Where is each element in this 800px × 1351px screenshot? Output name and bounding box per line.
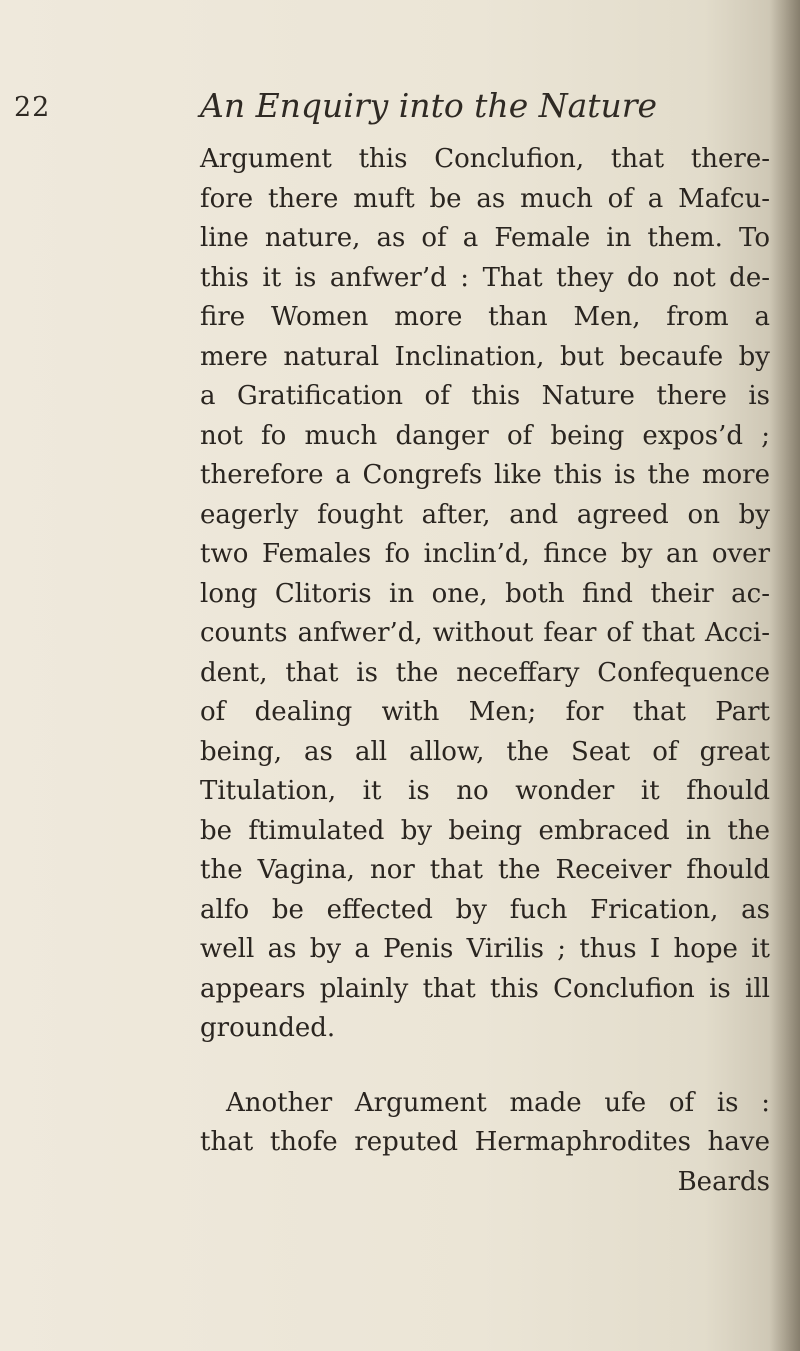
text-line: appears plainly that this Conclufion is ill — [200, 973, 770, 1004]
text-line: be ftimulated by being embraced in the — [200, 815, 770, 846]
text-line: line nature, as of a Female in them. To — [200, 223, 770, 253]
text-line: counts anfwer’d, without fear of that Acci- — [200, 618, 770, 648]
catchword: Beards — [677, 1166, 770, 1197]
text-line: well as by a Penis Virilis ; thus I hope it — [200, 934, 770, 964]
text-line: being, as all allow, the Seat of great — [200, 736, 770, 767]
running-head: An Enquiry into the Nature — [200, 86, 658, 125]
paragraph-1 — [200, 140, 770, 1049]
text-line: dent, that is the neceffary Confequence — [200, 657, 770, 688]
text-line: that thofe reputed Hermaphrodites have — [200, 1127, 770, 1157]
text-line: alfo be effected by fuch Frication, as — [200, 894, 770, 925]
text-line: grounded. — [200, 1013, 336, 1043]
body-text — [200, 140, 770, 1202]
text-line: two Females fo inclin’d, fince by an over — [200, 539, 770, 569]
text-line: Another Argument made ufe of is : — [226, 1087, 770, 1118]
text-line: not fo much danger of being expos’d ; — [200, 420, 770, 451]
binding-gutter-shadow — [770, 0, 800, 1351]
text-line: of dealing with Men; for that Part — [200, 697, 770, 727]
page-number: 22 — [14, 92, 51, 123]
paragraph-break — [200, 1049, 770, 1084]
text-line: Argument this Conclufion, that there- — [200, 144, 770, 174]
text-line: eagerly fought after, and agreed on by — [200, 499, 770, 530]
text-line: the Vagina, nor that the Receiver fhould — [200, 855, 770, 885]
paragraph-2 — [200, 1084, 770, 1203]
text-line: fire Women more than Men, from a — [200, 302, 770, 332]
text-line: a Gratification of this Nature there is — [200, 381, 770, 411]
text-line: fore there muft be as much of a Mafcu- — [200, 183, 770, 214]
text-line: therefore a Congrefs like this is the more — [200, 460, 770, 490]
text-line: long Clitoris in one, both find their ac- — [200, 578, 770, 609]
text-line: Titulation, it is no wonder it fhould — [200, 776, 770, 806]
text-line: this it is anfwer’d : That they do not de- — [200, 262, 770, 293]
text-line: mere natural Inclination, but becaufe by — [200, 341, 770, 372]
